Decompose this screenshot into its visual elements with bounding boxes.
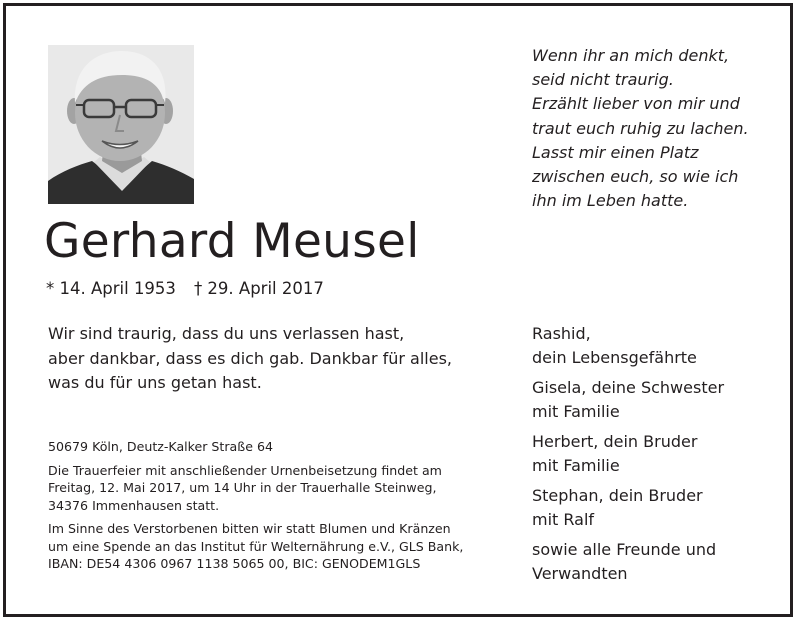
ceremony-line: 34376 Immenhausen statt. — [48, 497, 220, 513]
mourner-relation: mit Familie — [532, 402, 620, 422]
mourner-name: Gisela, deine Schwester — [532, 377, 725, 397]
mourner-name: Herbert, dein Bruder — [532, 431, 698, 451]
info-block — [48, 438, 463, 579]
mourner-relation: mit Ralf — [532, 509, 595, 529]
mourner-entry — [532, 430, 724, 478]
intro-line: was du für uns getan hast. — [48, 373, 262, 392]
poem-line: Erzählt lieber von mir und — [532, 94, 740, 114]
poem-line: traut euch ruhig zu lachen. — [532, 118, 749, 138]
portrait-photo — [48, 45, 194, 204]
poem-line: seid nicht traurig. — [532, 70, 674, 90]
ceremony-line: Freitag, 12. Mai 2017, um 14 Uhr in der Trauerhalle Steinweg, — [48, 480, 437, 495]
intro-line: Wir sind traurig, dass du uns verlassen hast, — [48, 324, 405, 343]
mourner-name: sowie alle Freunde und — [532, 539, 717, 559]
poem-line: zwischen euch, so wie ich — [532, 167, 739, 187]
ceremony-line: Die Trauerfeier mit anschließender Urnenbeisetzung findet am — [48, 462, 442, 478]
life-dates — [46, 278, 324, 300]
mourner-entry — [532, 484, 724, 532]
poem-line: ihn im Leben hatte. — [532, 191, 689, 211]
address: 50679 Köln, Deutz-Kalker Straße 64 — [48, 439, 273, 454]
donation-line: Im Sinne des Verstorbenen bitten wir statt Blumen und Kränzen — [48, 521, 451, 536]
mourner-entry — [532, 376, 724, 424]
intro-line: aber dankbar, dass es dich gab. Dankbar für alles, — [48, 348, 452, 368]
mourner-relation: Verwandten — [532, 563, 628, 583]
mourner-name: Stephan, dein Bruder — [532, 485, 703, 505]
mourner-name: Rashid, — [532, 324, 591, 343]
mourner-entry — [532, 322, 724, 370]
poem-line: Lasst mir einen Platz — [532, 142, 699, 162]
intro-text — [48, 322, 452, 396]
mourners-list — [532, 322, 724, 592]
mourner-relation: dein Lebensgefährte — [532, 348, 697, 368]
mourner-relation: mit Familie — [532, 456, 620, 476]
mourner-entry — [532, 538, 724, 586]
poem-line: Wenn ihr an mich denkt, — [532, 46, 730, 65]
birth-date: * 14. April 1953 — [46, 279, 176, 298]
donation-line: IBAN: DE54 4306 0967 1138 5065 00, BIC: GENODEM1GLS — [48, 556, 421, 571]
deceased-name: Gerhard Meusel — [44, 214, 420, 269]
donation-info — [48, 520, 463, 573]
ceremony-info — [48, 462, 463, 515]
death-date: † 29. April 2017 — [193, 279, 324, 298]
donation-line: um eine Spende an das Institut für Welternährung e.V., GLS Bank, — [48, 538, 464, 554]
poem — [532, 44, 749, 213]
